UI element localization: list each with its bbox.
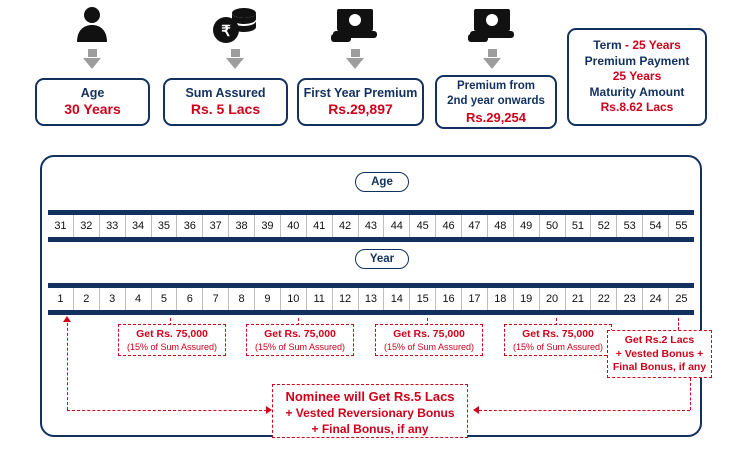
- payout-amount: Get Rs. 75,000: [264, 328, 336, 340]
- age-cell: 42: [333, 215, 359, 237]
- arrow-down-icon: [226, 58, 244, 69]
- age-box-value: 30 Years: [64, 101, 121, 117]
- age-cell: 41: [307, 215, 333, 237]
- year-cell: 17: [462, 288, 488, 310]
- year-cell: 24: [643, 288, 669, 310]
- payout-amount: Get Rs. 75,000: [522, 328, 594, 340]
- coins-rupee-icon-wrap: [205, 4, 265, 69]
- year-cell: 16: [436, 288, 462, 310]
- year-cell: 21: [566, 288, 592, 310]
- summary-premium-payment-value: 25 Years: [612, 69, 662, 84]
- summary-term-value: - 25 Years: [624, 38, 681, 53]
- summary-term-line: [593, 38, 681, 54]
- summary-box: [567, 28, 707, 126]
- summary-premium-payment-label: Premium Payment: [584, 53, 690, 68]
- year-cell: 11: [307, 288, 333, 310]
- age-cell: 34: [126, 215, 152, 237]
- year-cell: 15: [410, 288, 436, 310]
- age-cell: 36: [177, 215, 203, 237]
- maturity-line-2: + Vested Bonus +: [615, 347, 704, 360]
- premium-onwards-value: Rs.29,254: [466, 109, 526, 125]
- maturity-connector: [678, 318, 679, 330]
- year-cell: 5: [152, 288, 178, 310]
- arrow-stem: [88, 49, 97, 57]
- death-benefit-line-3: + Final Bonus, if any: [311, 422, 429, 436]
- age-cell: 35: [152, 215, 178, 237]
- year-cell: 9: [255, 288, 281, 310]
- payout-note: (15% of Sum Assured): [254, 342, 346, 352]
- age-cell: 50: [540, 215, 566, 237]
- year-cell: 6: [177, 288, 203, 310]
- death-benefit-right-riser: [690, 378, 691, 410]
- year-cell: 19: [514, 288, 540, 310]
- year-cell: 4: [126, 288, 152, 310]
- svg-text:₹: ₹: [221, 23, 231, 40]
- first-year-premium-box: [297, 78, 424, 126]
- payout-note: (15% of Sum Assured): [383, 342, 475, 352]
- age-cell: 52: [591, 215, 617, 237]
- premium-onwards-box: [435, 75, 557, 129]
- payout-callout-3: [375, 324, 483, 356]
- age-cell: 38: [229, 215, 255, 237]
- age-cell: 37: [203, 215, 229, 237]
- year-cell: 10: [281, 288, 307, 310]
- age-cell: 39: [255, 215, 281, 237]
- age-cell: 32: [74, 215, 100, 237]
- first-year-premium-label: First Year Premium: [303, 86, 418, 100]
- age-cell: 49: [514, 215, 540, 237]
- age-pill: Age: [355, 172, 409, 192]
- year-cell: 13: [359, 288, 385, 310]
- arrow-down-icon: [483, 58, 501, 69]
- year-strip: [48, 283, 694, 315]
- age-cell: 46: [436, 215, 462, 237]
- payout-amount: Get Rs. 75,000: [136, 328, 208, 340]
- money-hand-icon-wrap: [325, 4, 385, 69]
- year-cell: 20: [540, 288, 566, 310]
- sum-assured-value: Rs. 5 Lacs: [190, 101, 261, 117]
- arrow-down-icon: [346, 58, 364, 69]
- person-icon-wrap: [62, 4, 122, 69]
- arrow-stem: [351, 49, 360, 57]
- sum-assured-box: [163, 78, 288, 126]
- year-cell: 22: [591, 288, 617, 310]
- coins-rupee-icon: [212, 4, 258, 44]
- sum-assured-label: Sum Assured: [185, 86, 266, 100]
- year-cell: 2: [74, 288, 100, 310]
- age-box-label: Age: [80, 86, 105, 100]
- death-benefit-left-riser: [67, 318, 68, 410]
- money-hand-icon-2: [468, 4, 516, 44]
- age-cell: 43: [359, 215, 385, 237]
- death-benefit-callout: [272, 384, 468, 438]
- age-cell: 44: [384, 215, 410, 237]
- payout-note: (15% of Sum Assured): [512, 342, 604, 352]
- age-cell: 47: [462, 215, 488, 237]
- death-benefit-left-arrow: [63, 316, 71, 322]
- year-cell: 8: [229, 288, 255, 310]
- payout-callout-1: [118, 324, 226, 356]
- age-cell: 33: [100, 215, 126, 237]
- age-cell: 55: [675, 220, 688, 232]
- arrow-stem: [488, 49, 497, 57]
- year-cell: 18: [488, 288, 514, 310]
- death-benefit-left-connector: [67, 410, 267, 411]
- year-cell: 25: [675, 293, 688, 305]
- arrow-down-icon: [83, 58, 101, 69]
- payout-amount: Get Rs. 75,000: [393, 328, 465, 340]
- person-icon: [72, 4, 112, 44]
- year-cell: 12: [333, 288, 359, 310]
- age-cell: 53: [617, 215, 643, 237]
- maturity-line-1: Get Rs.2 Lacs: [624, 334, 695, 346]
- age-cell: 45: [410, 215, 436, 237]
- money-hand-icon-2-wrap: [462, 4, 522, 69]
- year-cell: 23: [617, 288, 643, 310]
- payout-note: (15% of Sum Assured): [126, 342, 218, 352]
- payout-callout-4: [504, 324, 612, 356]
- year-cell: 3: [100, 288, 126, 310]
- death-benefit-line-2: + Vested Reversionary Bonus: [285, 406, 455, 420]
- age-box: [35, 78, 150, 126]
- premium-onwards-label-2: 2nd year onwards: [447, 94, 545, 107]
- year-cell: 14: [384, 288, 410, 310]
- first-year-premium-value: Rs.29,897: [328, 101, 393, 117]
- year-pill: Year: [355, 249, 409, 269]
- summary-maturity-label: Maturity Amount: [589, 84, 685, 99]
- payout-callout-2: [246, 324, 354, 356]
- age-cell: 51: [566, 215, 592, 237]
- death-benefit-line-1: Nominee will Get Rs.5 Lacs: [285, 389, 455, 404]
- money-hand-icon: [331, 4, 379, 44]
- year-cell: 7: [203, 288, 229, 310]
- premium-onwards-label-1: Premium from: [457, 79, 535, 92]
- year-cell: 1: [48, 288, 74, 310]
- age-cell: 40: [281, 215, 307, 237]
- death-benefit-right-connector: [479, 410, 690, 411]
- summary-term-label: Term: [593, 38, 622, 53]
- maturity-callout: [607, 330, 712, 378]
- age-strip: [48, 210, 694, 242]
- age-cell: 54: [643, 215, 669, 237]
- arrow-stem: [231, 49, 240, 57]
- maturity-line-3: Final Bonus, if any: [612, 361, 707, 373]
- age-cell: 31: [48, 215, 74, 237]
- age-cell: 48: [488, 215, 514, 237]
- summary-maturity-value: Rs.8.62 Lacs: [600, 100, 674, 115]
